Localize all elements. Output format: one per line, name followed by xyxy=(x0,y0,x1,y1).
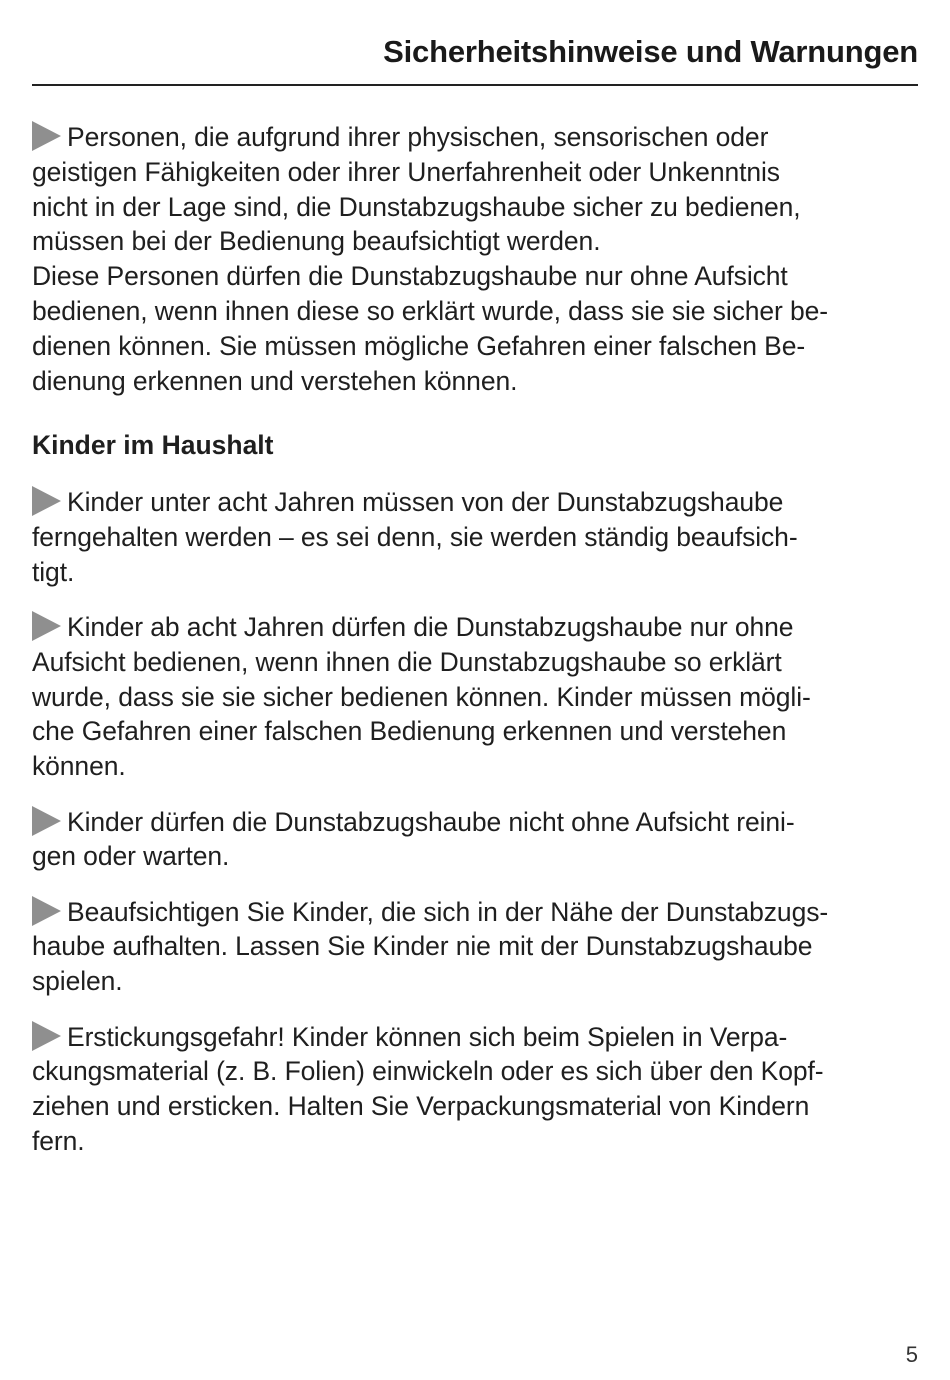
item-3-line-2: gen oder warten. xyxy=(32,841,230,872)
item-4-line-1: Beaufsichtigen Sie Kinder, die sich in der Nähe der Dunstabzugs- xyxy=(32,895,922,930)
intro-line-5: Diese Personen dürfen die Dunstabzugshaube nur ohne Aufsicht xyxy=(32,261,788,292)
item-3-line-1: Kinder dürfen die Dunstabzugshaube nicht ohne Aufsicht reini- xyxy=(32,805,922,840)
item-2-line-3: wurde, dass sie sie sicher bedienen können. Kinder müssen mögli- xyxy=(32,681,811,712)
item-5-line-3: ziehen und ersticken. Halten Sie Verpackungsmaterial von Kindern xyxy=(32,1091,810,1122)
item-1-line-3: tigt. xyxy=(32,556,75,587)
page-number: 5 xyxy=(905,1342,918,1367)
item-4-line-2: haube aufhalten. Lassen Sie Kinder nie mit der Dunstabzugshaube xyxy=(32,931,813,962)
intro-line-2: geistigen Fähigkeiten oder ihrer Unerfahrenheit oder Unkenntnis xyxy=(32,156,780,187)
page-title: Sicherheitshinweise und Warnungen xyxy=(383,34,918,69)
document-body xyxy=(32,120,922,1159)
warning-item-3 xyxy=(32,805,922,875)
warning-item-4 xyxy=(32,895,922,999)
warning-item-1 xyxy=(32,485,922,589)
warning-item-2 xyxy=(32,610,922,784)
item-2-line-4: che Gefahren einer falschen Bedienung erkennen und verstehen xyxy=(32,716,787,747)
triangle-right-icon xyxy=(32,896,61,926)
warning-item-5 xyxy=(32,1020,922,1159)
item-4-line-3: spielen. xyxy=(32,966,123,997)
triangle-right-icon xyxy=(32,121,61,151)
intro-warning xyxy=(32,120,922,398)
triangle-right-icon xyxy=(32,486,61,516)
item-1-line-1: Kinder unter acht Jahren müssen von der Dunstabzugshaube xyxy=(32,485,922,520)
page-header xyxy=(32,28,918,86)
triangle-right-icon xyxy=(32,806,61,836)
item-2-line-5: können. xyxy=(32,751,126,782)
intro-line-4: müssen bei der Bedienung beaufsichtigt werden. xyxy=(32,226,601,257)
intro-line-8: dienung erkennen und verstehen können. xyxy=(32,365,518,396)
item-5-line-1: Erstickungsgefahr! Kinder können sich beim Spielen in Verpa- xyxy=(32,1020,922,1055)
item-1-line-2: ferngehalten werden – es sei denn, sie werden ständig beaufsich- xyxy=(32,521,798,552)
triangle-right-icon xyxy=(32,611,61,641)
triangle-right-icon xyxy=(32,1021,61,1051)
item-5-line-4: fern. xyxy=(32,1125,85,1156)
item-2-line-1: Kinder ab acht Jahren dürfen die Dunstabzugshaube nur ohne xyxy=(32,610,922,645)
item-5-line-2: ckungsmaterial (z. B. Folien) einwickeln oder es sich über den Kopf- xyxy=(32,1056,824,1087)
item-2-line-2: Aufsicht bedienen, wenn ihnen die Dunstabzugshaube so erklärt xyxy=(32,646,782,677)
section-heading: Kinder im Haushalt xyxy=(32,430,274,461)
intro-line-6: bedienen, wenn ihnen diese so erklärt wurde, dass sie sie sicher be- xyxy=(32,295,829,326)
intro-line-7: dienen können. Sie müssen mögliche Gefahren einer falschen Be- xyxy=(32,330,806,361)
intro-line-3: nicht in der Lage sind, die Dunstabzugshaube sicher zu bedienen, xyxy=(32,191,801,222)
intro-line-1: Personen, die aufgrund ihrer physischen, sensorischen oder xyxy=(32,120,922,155)
